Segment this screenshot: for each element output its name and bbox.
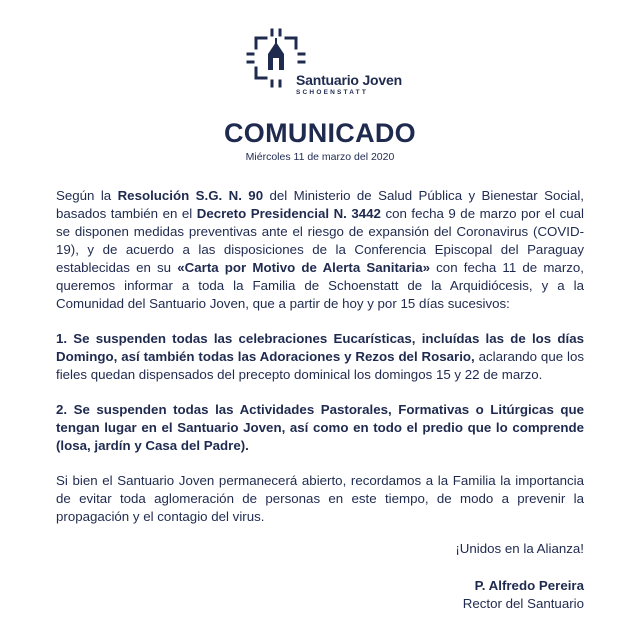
intro-text-4: con fecha 11 de marzo, queremos informar a toda la Familia de Schoenstatt de la Arquidiócesis, y a la Comunidad del Santuario Joven, que a partir de hoy y por 15 días sucesivos: (56, 260, 584, 311)
closing-line: ¡Unidos en la Alianza! (455, 541, 584, 556)
intro-text-1: Según la (56, 188, 118, 203)
logo (0, 18, 640, 108)
signature-name: P. Alfredo Pereira (474, 578, 584, 593)
paragraph-final: Si bien el Santuario Joven permanecerá abierto, recordamos a la Familia la importancia de evitar toda aglomeración de personas en este tiempo, de modo a prevenir la propagación y el contagio del virus. (56, 473, 584, 524)
paragraph-point-1 (56, 330, 584, 384)
document-date: Miércoles 11 de marzo del 2020 (245, 151, 395, 163)
intro-bold-letter: «Carta por Motivo de Alerta Sanitaria» (177, 260, 430, 275)
document-body (56, 187, 584, 543)
logo-text (296, 72, 402, 96)
intro-bold-decree: Decreto Presidencial N. 3442 (196, 206, 381, 221)
paragraph-intro (56, 187, 584, 313)
intro-bold-resolution: Resolución S.G. N. 90 (117, 188, 264, 203)
point-1-bold: 1. Se suspenden todas las celebraciones Eucarísticas, incluídas las de los días Domingo, así también todas las Adoraciones y Rezos del Rosario, (56, 331, 584, 364)
logo-name: Santuario Joven (296, 72, 402, 88)
paragraph-point-2 (56, 401, 584, 455)
logo-subtitle: SCHOENSTATT (296, 89, 368, 96)
signature-role: Rector del Santuario (462, 596, 584, 611)
point-1-text: aclarando que los fieles quedan dispensados del precepto dominical los domingos 15 y 22 de marzo. (56, 349, 585, 382)
intro-text-2: del Ministerio de Salud Pública y Bienestar Social, basados también en el (56, 188, 585, 221)
page-title: COMUNICADO (224, 118, 416, 148)
intro-text-3: con fecha 9 de marzo por el cual se disponen medidas preventivas ante el riesgo de expansión del Coronavirus (COVID-19), y de acuerdo a las disposiciones de la Conferencia Episcopal del Paraguay establecidas en su (56, 206, 584, 275)
point-2-bold: 2. Se suspenden todas las Actividades Pastorales, Formativas o Litúrgicas que tengan lugar en el Santuario Joven, así como en todo el predio que lo comprende (losa, jardín y Casa del Padre). (56, 402, 584, 453)
